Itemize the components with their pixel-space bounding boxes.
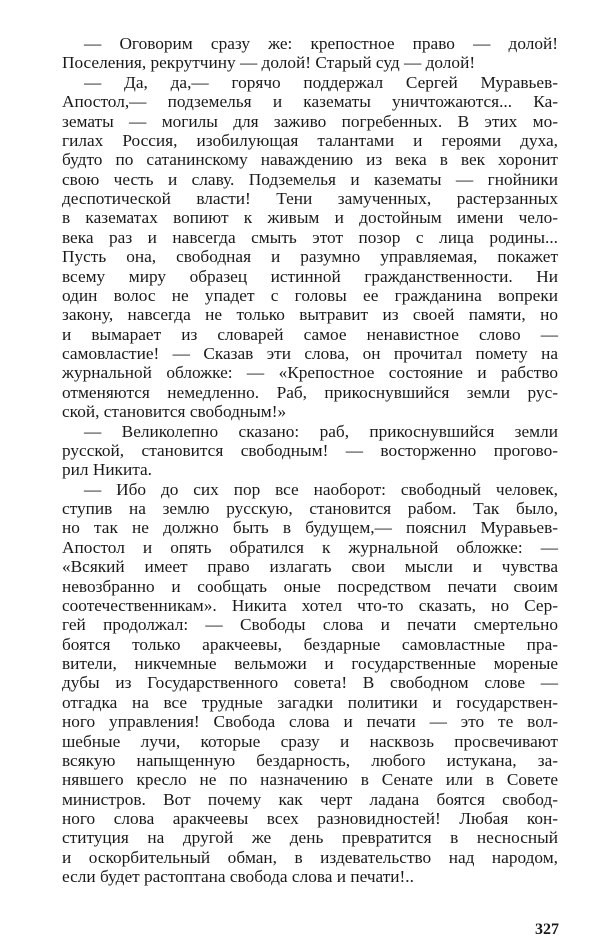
text-line: свою честь и славу. Подземелья и казематы — гнойники [62, 169, 558, 189]
text-line: один волос не упадет с головы ее гражданина вопреки [62, 285, 558, 305]
text-line: отменяются немедленно. Раб, прикоснувшийся земли рус- [62, 382, 558, 402]
text-line: в казематах вопиют к живым и достойным имени чело- [62, 208, 558, 228]
text-line: отгадка на все трудные загадки политики и государствен- [62, 692, 558, 712]
text-line: рил Никита. [62, 460, 152, 480]
text-line: будто по сатанинскому наваждению из века в век хоронит [62, 150, 558, 170]
text-line: гилах Россия, изобилующая талантами и героями духа, [62, 130, 558, 150]
text-line: вители, никчемные вельможи и государственные мореные [62, 654, 558, 673]
text-line: гей продолжал: — Свободы слова и печати смертельно [62, 615, 558, 635]
paragraph [62, 480, 558, 887]
text-line: ного слова аракчеевы всех разновидностей! Любая кон- [62, 809, 558, 828]
text-line: соотечественникам». Никита хотел что-то сказать, но Сер- [62, 595, 558, 615]
text-line: но так не должно быть в будущем,— пояснил Муравьев- [62, 518, 558, 538]
text-line: дубы из Государственного совета! В свободном слове — [62, 673, 558, 693]
text-line: журнальной обложке: — «Крепостное состояние и рабство [62, 363, 558, 383]
text-line: зематы — могилы для заживо погребенных. В этих мо- [62, 111, 558, 131]
text-line: русской, становится свободным! — восторженно прогово- [62, 440, 558, 460]
page-number: 327 [535, 921, 559, 938]
text-line: Поселения, рекрутчину — долой! Старый суд — долой! [62, 53, 476, 73]
text-line: невозбранно и сообщать оные посредством печати своим [62, 576, 558, 596]
text-line: деспотической власти! Тени замученных, растерзанных [62, 189, 558, 208]
text-line: ного управления! Свобода слова и печати — это те вол- [62, 712, 558, 732]
paragraph [62, 422, 558, 480]
text-line: — Оговорим сразу же: крепостное право — долой! [84, 34, 558, 53]
paragraph [62, 73, 558, 422]
text-line: ской, становится свободным!» [62, 402, 287, 422]
paragraph [62, 34, 558, 73]
text-line: Апостол,— подземелья и казематы уничтожаются... Ка- [62, 92, 558, 112]
text-line: нявшего кресло не по назначению в Сенате или в Совете [62, 770, 558, 790]
text-line: самовластие! — Сказав эти слова, он прочитал помету на [62, 344, 558, 363]
text-line: закону, навсегда не только вытравит из своей памяти, но [62, 305, 558, 325]
text-line: всякую напыщенную бездарность, любого истукана, за- [62, 750, 558, 770]
text-line: Апостол и опять обратился к журнальной обложке: — [62, 537, 558, 557]
text-line: если будет растоптана свобода слова и печати!.. [62, 867, 414, 887]
text-line: шебные лучи, которые сразу и насквозь просвечивают [62, 731, 558, 751]
text-line: Пусть она, свободная и разумно управляемая, покажет [62, 247, 558, 267]
text-line: министров. Вот почему как черт ладана боятся свобод- [62, 789, 558, 809]
text-line: — Да, да,— горячо поддержал Сергей Муравьев- [84, 72, 558, 92]
text-line: ституция на другой же день превратится в несносный [62, 828, 558, 848]
text-line: и вымарает из словарей самое ненавистное слово — [62, 324, 558, 344]
book-page-text [62, 34, 558, 887]
text-line: — Великолепно сказано: раб, прикоснувшийся земли [84, 421, 558, 441]
text-line: ступив на землю русскую, становится рабом. Так было, [62, 499, 558, 518]
text-line: боятся только аракчеевы, бездарные самовластные пра- [62, 634, 558, 654]
text-line: всему миру образец истинной гражданственности. Ни [62, 266, 558, 286]
text-line: и оскорбительный обман, в издевательство над народом, [62, 847, 558, 867]
text-line: — Ибо до сих пор все наоборот: свободный человек, [84, 479, 558, 499]
text-line: «Всякий имеет право излагать свои мысли и чувства [62, 557, 558, 577]
text-line: века раз и навсегда смыть этот позор с лица родины... [62, 227, 558, 247]
